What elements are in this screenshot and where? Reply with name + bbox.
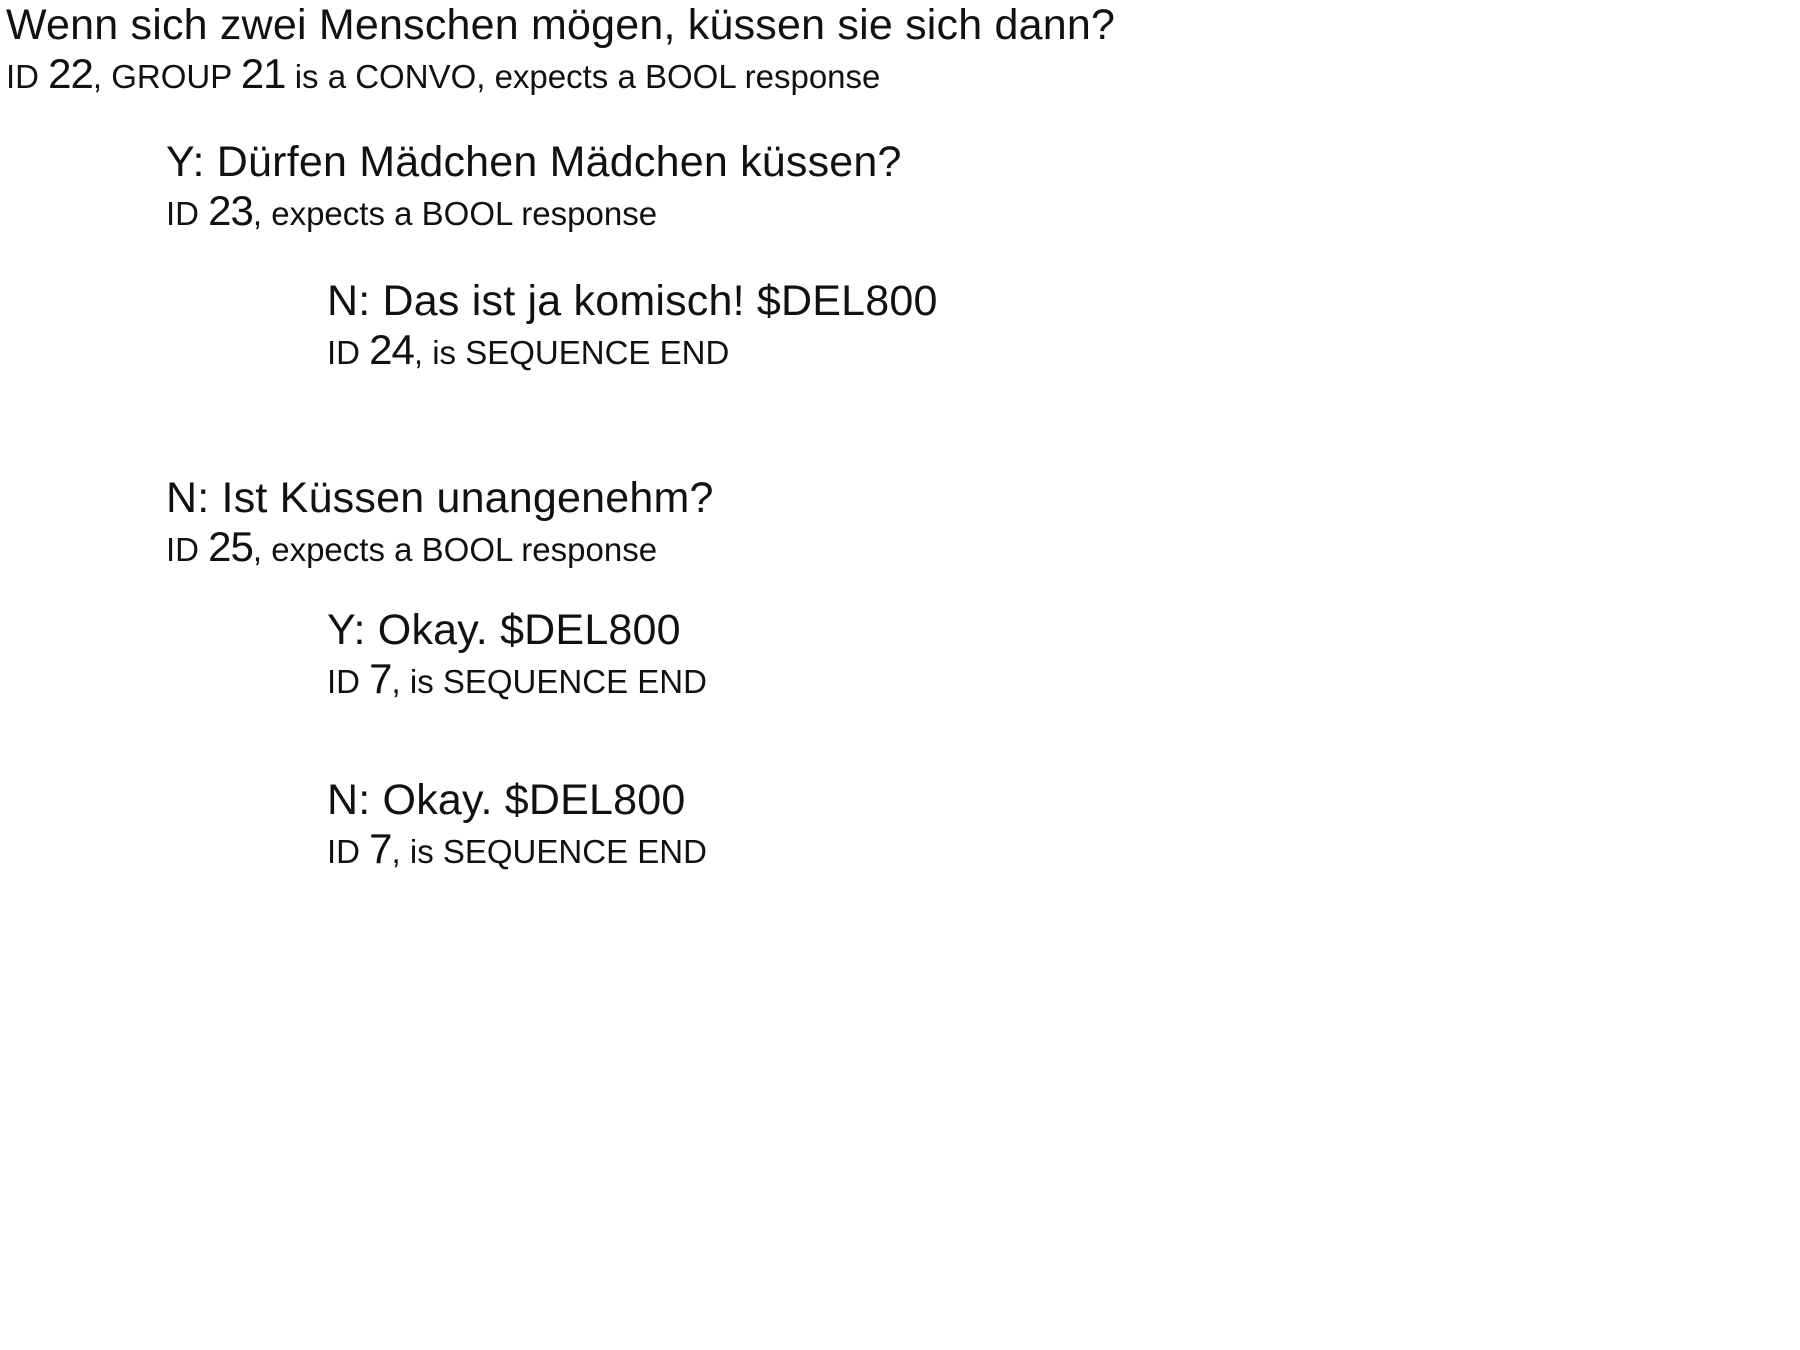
convo-node-24 — [327, 276, 938, 373]
node-meta — [327, 326, 938, 373]
node-prompt: Wenn sich zwei Menschen mögen, küssen sie sich dann? — [6, 1, 1116, 49]
node-prompt: N: Okay. $DEL800 — [327, 776, 686, 824]
id-label: ID — [327, 833, 370, 870]
node-type-text: , is SEQUENCE END — [391, 663, 707, 700]
id-label: ID — [6, 58, 49, 95]
id-value: 23 — [208, 187, 253, 234]
id-label: ID — [327, 663, 370, 700]
id-value: 22 — [48, 50, 93, 97]
node-prompt: Y: Okay. $DEL800 — [327, 606, 681, 654]
convo-node-25 — [166, 473, 714, 570]
node-type-text: , is SEQUENCE END — [391, 833, 707, 870]
node-prompt: Y: Dürfen Mädchen Mädchen küssen? — [166, 138, 902, 186]
node-type-text: is a CONVO, expects a BOOL response — [285, 58, 881, 95]
node-meta — [6, 50, 1115, 97]
convo-node-7-no — [327, 775, 707, 872]
id-label: ID — [166, 531, 209, 568]
node-meta — [166, 523, 714, 570]
id-label: ID — [327, 334, 370, 371]
node-prompt: N: Das ist ja komisch! $DEL800 — [327, 277, 938, 325]
group-value: 21 — [240, 50, 286, 97]
node-type-text: , is SEQUENCE END — [413, 334, 730, 371]
id-value: 7 — [369, 825, 392, 872]
node-meta — [327, 825, 707, 872]
id-label: ID — [166, 195, 209, 232]
node-type-text: , expects a BOOL response — [252, 195, 658, 232]
group-label: , GROUP — [92, 58, 241, 95]
id-value: 25 — [208, 523, 253, 570]
node-type-text: , expects a BOOL response — [252, 531, 658, 568]
id-value: 24 — [369, 326, 414, 373]
convo-node-7-yes — [327, 605, 707, 702]
node-meta — [327, 655, 707, 702]
node-meta — [166, 187, 902, 234]
convo-node-22 — [6, 0, 1115, 97]
node-prompt: N: Ist Küssen unangenehm? — [166, 474, 714, 522]
convo-node-23 — [166, 137, 902, 234]
id-value: 7 — [369, 655, 392, 702]
